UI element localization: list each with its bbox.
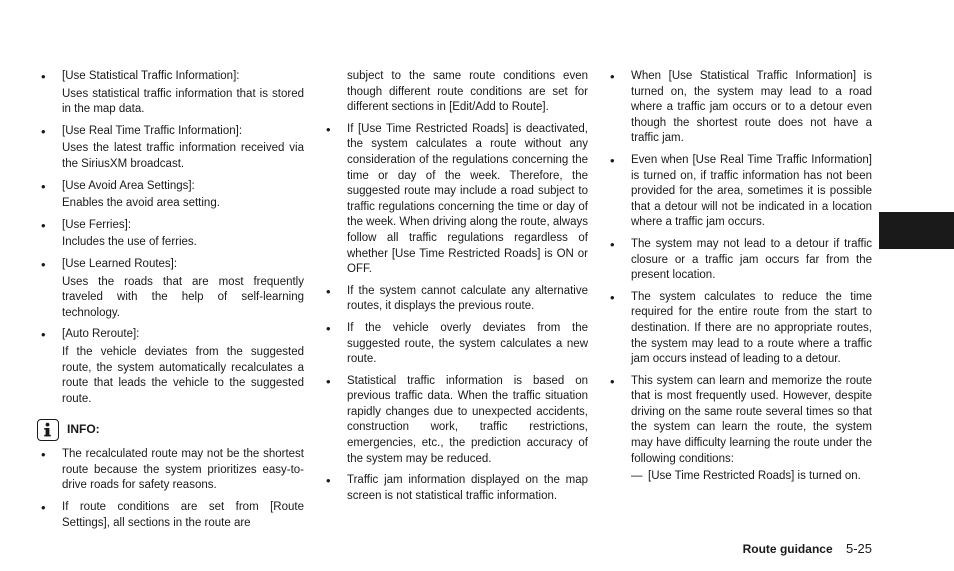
- setting-label: • [Use Avoid Area Settings]:: [62, 179, 195, 192]
- setting-description: Uses statistical traffic information that is stored in the map data.: [62, 87, 304, 116]
- note-bullet: [326, 122, 588, 278]
- setting-item: [41, 218, 304, 251]
- setting-item: [41, 179, 304, 212]
- info-bullet-text: • If route conditions are set from [Route Settings], all sections in the route are: [62, 501, 304, 529]
- info-bullet-text: • The recalculated route may not be the shortest route because the system prioritizes easy-to-drive roads for safety reasons.: [62, 448, 304, 492]
- note-bullet-text: • The system may not lead to a detour if traffic closure or a traffic jam occurs far from the present location.: [631, 237, 872, 282]
- info-bullet: [41, 447, 304, 494]
- setting-label: • [Use Ferries]:: [62, 218, 132, 231]
- note-bullet: [326, 473, 588, 504]
- dash-item-text: [Use Time Restricted Roads] is turned on.: [648, 470, 861, 483]
- note-bullet: [610, 237, 872, 284]
- note-bullet-text: • Even when [Use Real Time Traffic Information] is turned on, if traffic information has not been provided for the area, sometimes it is possible that a detour will not be indicated in a location where a traffic jam occurs.: [631, 153, 872, 229]
- note-bullet: [326, 284, 588, 315]
- note-bullet: [610, 374, 872, 468]
- setting-item: [41, 124, 304, 173]
- setting-item: [41, 327, 304, 407]
- chapter-tab: [879, 212, 954, 249]
- note-bullet-text: • The system calculates to reduce the time required for the entire route from the start to destination. If there are no appropriate routes, the system may lead to a route where a traffic jam occurs instead of leading to a detour.: [631, 290, 872, 366]
- footer-section-title: Route guidance: [742, 542, 833, 556]
- note-bullet: [326, 374, 588, 468]
- setting-description: Uses the latest traffic information received via the SiriusXM broadcast.: [62, 142, 304, 170]
- note-bullet-text: • If the system cannot calculate any alternative routes, it displays the previous route.: [347, 284, 588, 313]
- setting-description: Includes the use of ferries.: [62, 236, 197, 249]
- setting-label: • [Auto Reroute]:: [62, 328, 140, 341]
- page-footer: [743, 541, 872, 558]
- setting-item: [41, 69, 304, 118]
- setting-description: Enables the avoid area setting.: [62, 197, 220, 210]
- setting-label: • [Use Learned Routes]:: [62, 257, 178, 270]
- note-bullet-text: • If the vehicle overly deviates from the suggested route, the system calculates a new route.: [347, 321, 588, 366]
- setting-label: • [Use Real Time Traffic Information]:: [62, 124, 243, 137]
- setting-item: [41, 257, 304, 321]
- setting-label: • [Use Statistical Traffic Information]:: [62, 70, 240, 82]
- setting-description: If the vehicle deviates from the suggested route, the system automatically recalculates a route that leads the vehicle to the suggested route.: [62, 345, 304, 405]
- setting-description: Uses the roads that are most frequently traveled with the help of self-learning technology.: [62, 275, 304, 319]
- note-bullet: [610, 290, 872, 368]
- note-bullet-text: • If [Use Time Restricted Roads] is deactivated, the system calculates a route without any consideration of the regulations concerning the time or day of the week. Therefore, the suggested route may include a road subject to traffic regulations concerning the time or day of the week. When driving along the route, always follow all traffic regulations regardless of whether [Use Time Restricted Roads] is ON or OFF.: [347, 122, 588, 276]
- note-bullet: [610, 153, 872, 231]
- note-bullet: [326, 321, 588, 368]
- dash-item: [610, 469, 872, 485]
- note-bullet-text: • Traffic jam information displayed on the map screen is not statistical traffic information.: [347, 474, 588, 502]
- info-icon: [37, 419, 59, 441]
- dash-mark: —: [631, 470, 643, 483]
- continued-paragraph: subject to the same route conditions even though different route conditions are set for different sections in [Edit/Add to Route].: [347, 70, 588, 114]
- note-bullet-text: • When [Use Statistical Traffic Information] is turned on, the system may lead to a road where a traffic jam occurs or to a detour even though the shortest route does not have a traffic jam.: [631, 70, 872, 145]
- column-2: [326, 69, 588, 510]
- note-bullet: [610, 69, 872, 147]
- column-1: [41, 69, 304, 537]
- info-title: INFO:: [67, 422, 100, 437]
- note-bullet-text: • This system can learn and memorize the route that is most frequently used. However, despite driving on the same route several times so that the system can learn the route, the system may have difficulty learning the route under the following conditions:: [631, 374, 872, 465]
- page-number: 5-25: [845, 541, 872, 556]
- info-heading: [37, 419, 304, 441]
- note-bullet-text: • Statistical traffic information is based on previous traffic data. When the traffic situation rapidly changes due to unexpected accidents, construction work, traffic restrictions, emergencies, etc., the prediction accuracy of the system may be reduced.: [347, 374, 588, 465]
- info-bullet: [41, 500, 304, 531]
- column-3: [610, 69, 872, 485]
